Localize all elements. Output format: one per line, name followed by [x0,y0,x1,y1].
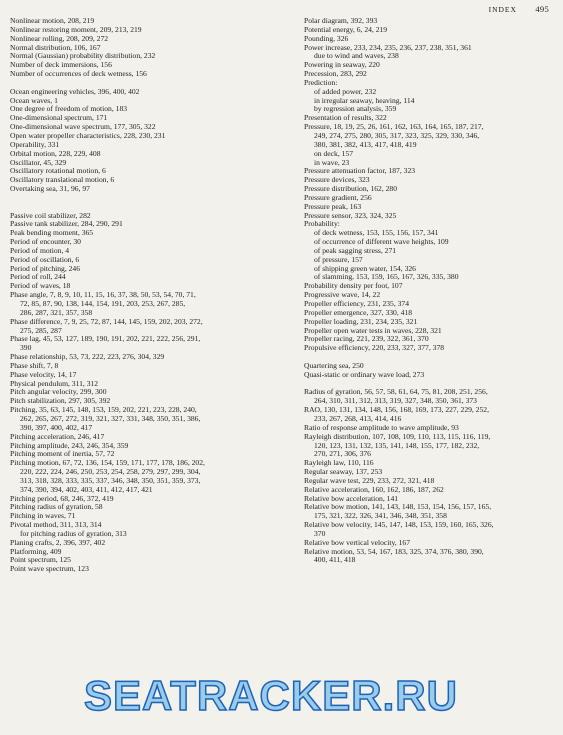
index-entry: Quasi-static or ordinary wave load, 273 [304,370,425,379]
index-entry: Progressive wave, 14, 22 [304,291,381,300]
index-gap [304,380,560,389]
page-number: 495 [535,4,549,14]
index-entry: Potential energy, 6, 24, 219 [304,25,388,34]
index-entry: Nonlinear motion, 208, 219 [10,17,95,25]
index-subentry: by regression analysis, 359 [314,105,397,114]
index-entry: One-dimensional wave spectrum, 177, 305, 322 [10,123,156,132]
index-entry: Pivotal method, 311, 313, 314 [10,521,102,530]
index-subentry: 400, 411, 418 [314,556,356,565]
index-entry: Pitching acceleration, 246, 417 [10,432,105,441]
index-entry: Planing crafts, 2, 396, 397, 402 [10,538,106,547]
index-entry: Period of oscillation, 6 [10,255,80,264]
index-entry: Peak bending moment, 365 [10,229,94,238]
index-entry: Propeller racing, 221, 239, 322, 361, 370 [304,335,429,344]
index-subentry: 270, 271, 306, 376 [314,450,371,459]
index-entry: Pitching period, 68, 246, 372, 419 [10,494,114,503]
index-entry: Presentation of results, 322 [304,114,387,123]
index-subentry: 390, 397, 400, 402, 417 [20,423,93,432]
index-entry: Ocean waves, 1 [10,96,58,105]
index-entry: Number of deck immersions, 156 [10,61,112,70]
index-entry: Open water propeller characteristics, 228, 230, 231 [10,131,166,140]
index-subentry: 175, 321, 322, 326, 341, 346, 348, 351, 358 [314,512,447,521]
index-entry: Relative acceleration, 160, 162, 186, 187, 262 [304,485,444,494]
index-entry: Regular wave test, 229, 233, 272, 321, 418 [304,476,435,485]
index-entry: One degree of freedom of motion, 183 [10,105,128,114]
index-column-left [10,17,293,574]
index-subentry: of slamming, 153, 159, 165, 167, 326, 335, 380 [314,273,459,282]
page-header [489,4,549,14]
index-gap [304,353,560,362]
index-entry: Normal distribution, 106, 167 [10,43,101,52]
index-entry: Relative bow vertical velocity, 167 [304,538,410,547]
index-entry: Nonlinear restoring moment, 209, 213, 219 [10,25,142,34]
index-entry: Passive coil stabilizer, 282 [10,211,91,220]
index-entry: Ratio of response amplitude to wave amplitude, 93 [304,423,459,432]
index-subentry: in irregular seaway, heaving, 114 [314,96,415,105]
index-entry: Operability, 331 [10,140,60,149]
index-entry: Point wave spectrum, 123 [10,565,89,574]
index-entry: Orbital motion, 228, 229, 408 [10,149,101,158]
index-entry: Pressure sensor, 323, 324, 325 [304,211,397,220]
index-gap [10,194,293,203]
index-subentry: of shipping green water, 154, 326 [314,264,416,273]
index-subentry: 286, 287, 321, 357, 358 [20,308,93,317]
index-entry: Rayleigh law, 110, 116 [304,459,374,468]
index-entry: Quartering sea, 250 [304,361,364,370]
index-entry: Period of waves, 18 [10,282,71,291]
index-subentry: 262, 265, 267, 272, 319, 321, 327, 331, 348, 350, 351, 386, [20,414,201,423]
index-entry: Overtaking sea, 31, 96, 97 [10,185,90,194]
index-subentry: for pitching radius of gyration, 313 [20,529,127,538]
index-entry: Probability density per foot, 107 [304,282,403,291]
index-entry: Pitching radius of gyration, 58 [10,503,103,512]
index-entry: Oscillatory rotational motion, 6 [10,167,106,176]
index-entry: Pressure attenuation factor, 187, 323 [304,167,416,176]
index-column-right [304,17,560,565]
index-entry: Period of motion, 4 [10,246,70,255]
index-subentry: of occurrence of different wave heights, 109 [314,238,449,247]
index-subentry: 374, 390, 394, 402, 403, 411, 412, 417, 421 [20,485,153,494]
index-entry: Precession, 283, 292 [304,70,367,79]
index-entry: Probability: [304,220,340,229]
index-subentry: 120, 123, 131, 132, 135, 141, 148, 155, 177, 182, 232, [314,441,480,450]
index-entry: Pitch angular velocity, 299, 300 [10,388,107,397]
index-entry: Pitching moment of inertia, 57, 72 [10,450,115,459]
index-entry: Pressure devices, 323 [304,176,370,185]
index-subentry: of peak sagging stress, 271 [314,246,397,255]
index-entry: Pressure distribution, 162, 280 [304,185,398,194]
index-entry: Propeller open water tests in waves, 228, 321 [304,326,442,335]
index-entry: Phase lag, 45, 53, 127, 189, 190, 191, 202, 221, 222, 256, 291, [10,335,201,344]
index-entry: Polar diagram, 392, 393 [304,17,378,25]
index-subentry: 370 [314,529,326,538]
index-entry: Pitching amplitude, 243, 246, 354, 359 [10,441,129,450]
index-entry: Relative bow acceleration, 141 [304,494,399,503]
index-subentry: in wave, 23 [314,158,350,167]
index-entry: Pitch stabilization, 297, 305, 392 [10,397,111,406]
index-entry: Relative bow motion, 141, 143, 148, 153, 154, 156, 157, 165, [304,503,492,512]
index-subentry: of deck wetness, 153, 155, 156, 157, 341 [314,229,439,238]
index-entry: Phase velocity, 14, 17 [10,370,77,379]
index-entry: Rayleigh distribution, 107, 108, 109, 110, 113, 115, 116, 119, [304,432,491,441]
index-entry: One-dimensional spectrum, 171 [10,114,108,123]
index-entry: Passive tank stabilizer, 284, 290, 291 [10,220,123,229]
index-subentry: 264, 310, 311, 312, 313, 319, 327, 348, 350, 361, 373 [314,397,477,406]
index-entry: Pitching motion, 67, 72, 136, 154, 159, 171, 177, 178, 186, 202, [10,459,205,468]
index-subentry: of pressure, 157 [314,255,363,264]
index-entry: Relative motion, 53, 54, 167, 183, 325, 374, 376, 380, 390, [304,547,484,556]
index-entry: Propeller efficiency, 231, 235, 374 [304,300,410,308]
section-title: INDEX [488,5,517,14]
index-entry: Pitching in waves, 71 [10,512,76,521]
index-subentry: 233, 267, 268, 413, 414, 416 [314,414,402,423]
index-entry: Number of occurrences of deck wetness, 156 [10,70,147,79]
index-entry: Power increase, 233, 234, 235, 236, 237, 238, 351, 361 [304,43,472,52]
index-subentry: 220, 222, 224, 246, 250, 253, 254, 258, 279, 297, 299, 304, [20,468,201,477]
index-entry: Period of encounter, 30 [10,238,81,247]
index-entry: Relative bow velocity, 145, 147, 148, 153, 159, 160, 165, 326, [304,521,494,530]
index-entry: Oscillator, 45, 329 [10,158,67,167]
index-entry: Pressure peak, 163 [304,202,362,211]
index-entry: Platforming, 409 [10,547,62,556]
index-subentry: due to wind and waves, 238 [314,52,399,61]
index-subentry: on deck, 157 [314,149,354,158]
index-entry: Phase angle, 7, 8, 9, 10, 11, 15, 16, 37, 38, 50, 53, 54, 70, 71, [10,291,196,300]
index-entry: Ocean engineering vehicles, 396, 400, 402 [10,87,140,96]
index-gap [10,79,293,88]
index-entry: Point spectrum, 125 [10,556,71,565]
index-entry: Phase shift, 7, 8 [10,361,59,370]
index-entry: Nonlinear rolling, 208, 209, 272 [10,34,109,43]
index-entry: Prediction: [304,78,338,87]
index-entry: Regular seaway, 137, 253 [304,468,383,477]
index-entry: Period of pitching, 246 [10,264,81,273]
index-entry: Oscillatory translational motion, 6 [10,176,115,185]
index-subentry: 249, 274, 275, 280, 305, 317, 323, 325, 329, 330, 346, [314,131,480,140]
index-subentry: 275, 285, 287 [20,326,62,335]
index-entry: Phase relationship, 53, 73, 222, 223, 276, 304, 329 [10,353,165,362]
index-entry: Physical pendulum, 311, 312 [10,379,99,388]
index-subentry: of added power, 232 [314,87,377,96]
index-entry: Radius of gyration, 56, 57, 58, 61, 64, 75, 81, 208, 251, 256, [304,388,488,397]
index-subentry: 380, 381, 382, 413, 417, 418, 419 [314,140,417,149]
watermark-logo: SEATRACKER.RU [84,672,458,719]
index-entry: Period of roll, 244 [10,273,66,282]
index-entry: RAO, 130, 131, 134, 148, 156, 168, 169, 173, 227, 229, 252, [304,406,489,415]
index-entry: Pitching, 35, 63, 145, 148, 153, 159, 202, 221, 223, 228, 240, [10,406,197,415]
index-entry: Pressure, 18, 19, 25, 26, 161, 162, 163, 164, 165, 187, 217, [304,123,484,132]
index-entry: Pressure gradient, 256 [304,193,372,202]
index-entry: Propeller emergence, 327, 330, 418 [304,308,413,317]
index-entry: Pounding, 326 [304,34,349,43]
index-entry: Normal (Gaussian) probability distribution, 232 [10,52,156,61]
index-gap [10,203,293,212]
index-entry: Phase difference, 7, 9, 25, 72, 87, 144, 145, 159, 202, 203, 272, [10,317,203,326]
index-subentry: 390 [20,344,32,353]
index-entry: Powering in seaway, 220 [304,61,380,70]
index-entry: Propeller loading, 231, 234, 235, 321 [304,317,418,326]
index-subentry: 72, 85, 87, 90, 138, 144, 154, 191, 203, 253, 267, 285, [20,300,186,308]
index-entry: Propulsive efficiency, 220, 233, 327, 377, 378 [304,344,445,353]
index-subentry: 313, 318, 328, 333, 335, 337, 346, 348, 350, 351, 359, 373, [20,476,201,485]
